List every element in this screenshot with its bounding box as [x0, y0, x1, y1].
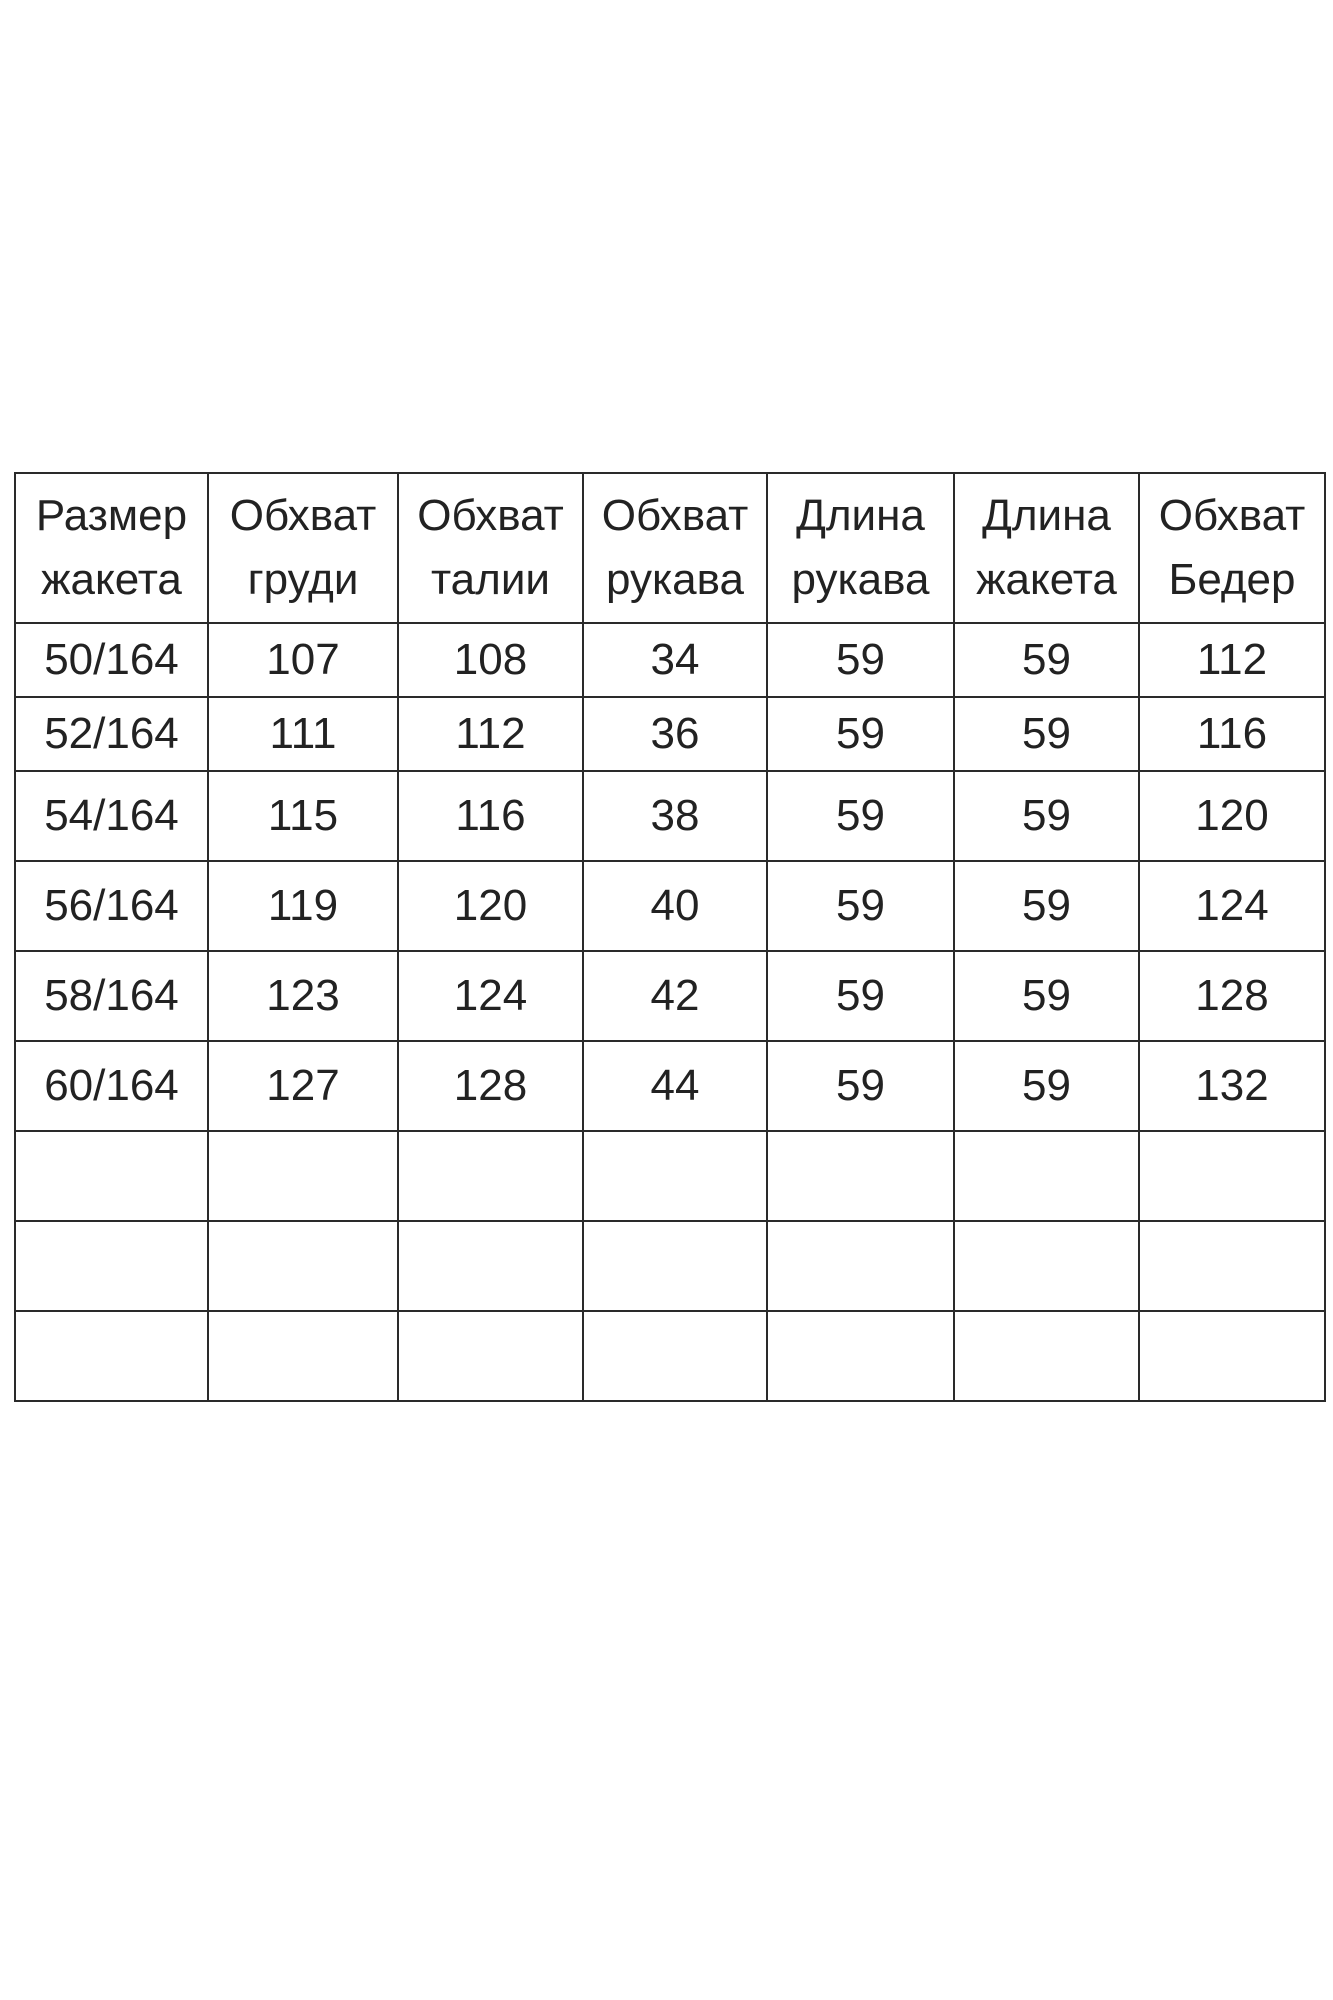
table-cell-empty [398, 1311, 583, 1401]
header-text: Обхват [1158, 491, 1306, 540]
header-text: Обхват [601, 491, 749, 540]
table-row [15, 771, 1325, 861]
header-text: Обхват [229, 491, 377, 540]
table-cell: 112 [1139, 623, 1325, 697]
table-row [15, 623, 1325, 697]
table-cell: 60/164 [15, 1041, 208, 1131]
header-cell-jacket-length [954, 473, 1139, 623]
table-cell: 38 [583, 771, 767, 861]
table-cell-empty [767, 1131, 954, 1221]
table-cell: 54/164 [15, 771, 208, 861]
table-cell-empty [1139, 1131, 1325, 1221]
table-cell: 127 [208, 1041, 398, 1131]
header-row [15, 473, 1325, 623]
table-cell: 59 [954, 623, 1139, 697]
table-cell: 119 [208, 861, 398, 951]
table-cell-empty [583, 1221, 767, 1311]
header-cell-sleeve-girth [583, 473, 767, 623]
table-cell-empty [954, 1131, 1139, 1221]
header-cell-size [15, 473, 208, 623]
table-cell: 123 [208, 951, 398, 1041]
header-text: Размер [35, 491, 188, 540]
table-cell: 59 [767, 861, 954, 951]
table-cell: 120 [398, 861, 583, 951]
table-cell-empty [583, 1131, 767, 1221]
table-cell: 116 [398, 771, 583, 861]
table-cell: 116 [1139, 697, 1325, 771]
header-text: Бедер [1168, 555, 1296, 604]
table-cell: 132 [1139, 1041, 1325, 1131]
table-row-empty [15, 1311, 1325, 1401]
header-text: жакета [976, 555, 1117, 604]
table-cell: 36 [583, 697, 767, 771]
table-cell: 56/164 [15, 861, 208, 951]
table-cell: 59 [954, 1041, 1139, 1131]
table-cell: 59 [954, 697, 1139, 771]
header-text: Длина [796, 491, 925, 540]
table-cell: 52/164 [15, 697, 208, 771]
table-cell: 44 [583, 1041, 767, 1131]
table-cell-empty [398, 1221, 583, 1311]
header-text: рукава [791, 555, 930, 604]
header-text: груди [247, 555, 359, 604]
table-cell-empty [208, 1311, 398, 1401]
header-text: Длина [982, 491, 1111, 540]
table-cell-empty [767, 1311, 954, 1401]
table-cell-empty [15, 1221, 208, 1311]
table-cell-empty [15, 1311, 208, 1401]
table-cell: 115 [208, 771, 398, 861]
table-cell: 59 [767, 951, 954, 1041]
table-cell-empty [767, 1221, 954, 1311]
table-cell: 50/164 [15, 623, 208, 697]
size-chart-table [14, 472, 1326, 1402]
table-cell: 124 [398, 951, 583, 1041]
header-cell-waist [398, 473, 583, 623]
table-row [15, 951, 1325, 1041]
table-cell-empty [15, 1131, 208, 1221]
table-cell-empty [954, 1311, 1139, 1401]
table-row [15, 861, 1325, 951]
table-cell: 111 [208, 697, 398, 771]
table-cell: 128 [398, 1041, 583, 1131]
table-cell: 107 [208, 623, 398, 697]
table-cell: 120 [1139, 771, 1325, 861]
table-row-empty [15, 1131, 1325, 1221]
table-cell-empty [398, 1131, 583, 1221]
table-row [15, 1041, 1325, 1131]
table-cell-empty [1139, 1221, 1325, 1311]
header-text: жакета [41, 555, 182, 604]
table-row [15, 697, 1325, 771]
header-text: талии [431, 555, 550, 604]
header-cell-chest [208, 473, 398, 623]
header-cell-hips [1139, 473, 1325, 623]
table-cell: 108 [398, 623, 583, 697]
table-cell: 112 [398, 697, 583, 771]
table-cell: 59 [767, 1041, 954, 1131]
table-cell: 59 [767, 697, 954, 771]
table-cell: 124 [1139, 861, 1325, 951]
table-cell: 128 [1139, 951, 1325, 1041]
table-cell: 59 [767, 771, 954, 861]
table-cell: 59 [954, 951, 1139, 1041]
table-cell: 59 [954, 771, 1139, 861]
table-cell: 59 [954, 861, 1139, 951]
table-cell-empty [208, 1131, 398, 1221]
table-cell: 34 [583, 623, 767, 697]
table-cell-empty [583, 1311, 767, 1401]
table-cell: 42 [583, 951, 767, 1041]
header-cell-sleeve-length [767, 473, 954, 623]
table-cell: 59 [767, 623, 954, 697]
header-text: Обхват [417, 491, 564, 540]
table-cell: 40 [583, 861, 767, 951]
table-row-empty [15, 1221, 1325, 1311]
table-cell-empty [954, 1221, 1139, 1311]
table-cell: 58/164 [15, 951, 208, 1041]
header-text: рукава [605, 555, 744, 604]
table-cell-empty [208, 1221, 398, 1311]
table-cell-empty [1139, 1311, 1325, 1401]
